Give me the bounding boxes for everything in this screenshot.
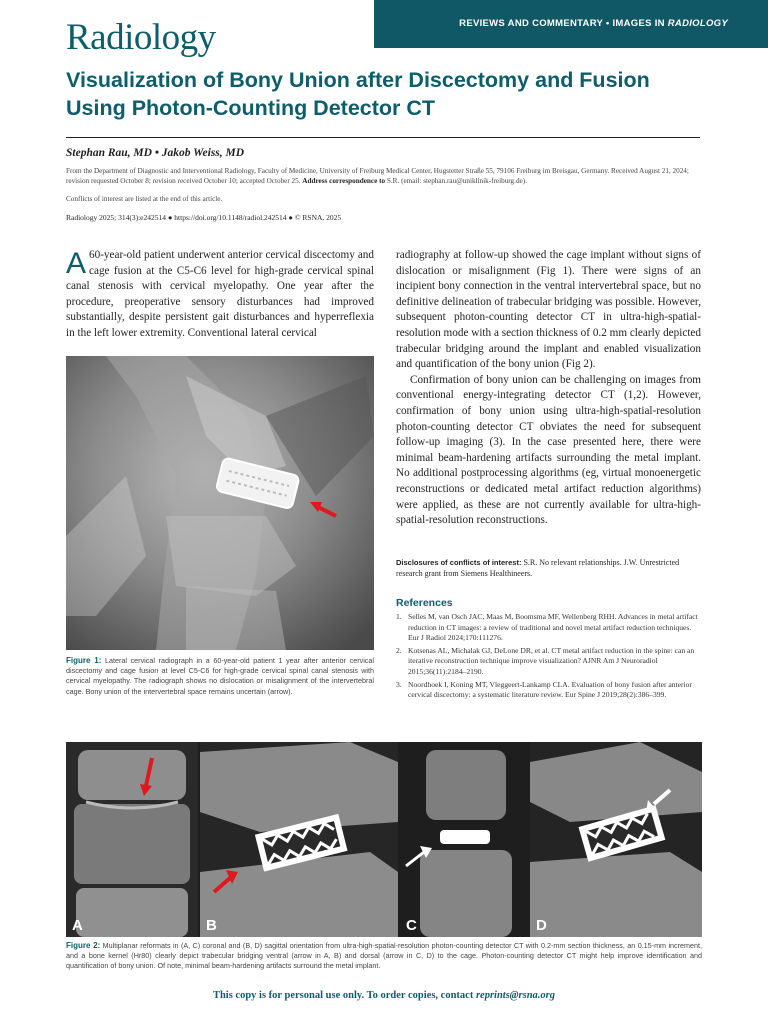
- figure-2-ct-panels: [66, 742, 702, 937]
- section-journal: RADIOLOGY: [667, 18, 728, 29]
- figure-1-caption: [66, 656, 374, 697]
- authors: Stephan Rau, MD • Jakob Weiss, MD: [66, 147, 245, 159]
- journal-logo: Radiology: [66, 17, 216, 58]
- reference-text: Selles M, van Osch JAC, Maas M, Boomsma MF, Wellenberg RHH. Advances in metal artifact reduction in CT images: a review of traditional and novel metal artifact reduction techniques. Eur J Radiol 2024;170:111276.: [408, 612, 698, 643]
- footer-notice: [0, 990, 768, 1001]
- reference-text: Kotsenas AL, Michalak GJ, DeLone DR, et al. CT metal artifact reduction in the spine: can an iterative reconstruction technique improve visualization? AJNR Am J Neuroradiol 2015;36(11):2184–2190.: [408, 645, 695, 676]
- section-banner: [374, 0, 768, 48]
- panel-label-c: C: [406, 917, 417, 934]
- body-column-left: [66, 248, 374, 342]
- panel-label-d: D: [536, 917, 547, 934]
- reference-item: [396, 680, 701, 701]
- panel-c: [400, 742, 528, 937]
- figure-1-label: Figure 1:: [66, 656, 102, 665]
- continued-paragraph: radiography at follow-up showed the cage implant without signs of dislocation or misalignment (Fig 1). There were signs of an incipient bony connection in the ventral intervertebral space, but no definitive delineation of trabecular bridging was possible. However, subsequent photon-counting detector CT in ultra-high-spatial-resolution mode with a section thickness of 0.2 mm clearly depicted trabecular bridging around the implant and enabled visualization and quantification of the bony union (Fig 2).: [396, 249, 701, 371]
- intro-text: 60-year-old patient underwent anterior cervical discectomy and cage fusion at the C5-C6 level for high-grade cervical spinal canal stenosis with cervical myelopathy. One year after the procedure, preoperative sensory disturbances had improved substantially, despite persistent gait disturbances and hyperreflexia in the left lower extremity. Conventional lateral cervical: [66, 249, 374, 339]
- reference-number: 3.: [396, 679, 402, 689]
- reference-number: 2.: [396, 645, 402, 655]
- article-title: Visualization of Bony Union after Discectomy and Fusion Using Photon-Counting Detector CT: [66, 68, 650, 120]
- reference-number: 1.: [396, 612, 402, 621]
- panel-d: [530, 742, 702, 937]
- intro-paragraph: [66, 248, 374, 342]
- figure-1-text: Lateral cervical radiograph in a 60-year-old patient 1 year after anterior cervical discectomy and cage fusion at level C5-C6 for high-grade cervical spinal canal stenosis with cervical myelopathy. The radiograph shows no dislocation or misalignment of the intervertebral cage. Bony union of the intervertebral space remains uncertain (arrow).: [66, 656, 374, 696]
- body-column-right: [396, 248, 701, 529]
- ct-coronal-image: [66, 742, 198, 937]
- correspondence-label: Address correspondence to: [302, 177, 386, 186]
- references-heading: References: [396, 597, 453, 609]
- radiograph-image: [66, 356, 374, 650]
- disclosures-label: Disclosures of conflicts of interest:: [396, 558, 522, 567]
- figure-2-caption: [66, 941, 702, 972]
- figure-2-text: Multiplanar reformats in (A, C) coronal and (B, D) sagittal orientation from ultra-high-spatial-resolution photon-counting detector CT with 0.2-mm section thickness, an 0.15-mm increment, and a bone kernel (Hr80) clearly depict trabecular bridging ventral (arrow in A, B) and dorsal (arrow in C, D) to the cage. Photon-counting detector CT might help improve identification and quantification of bony union. Of note, minimal beam-hardening artifacts surround the metal implant.: [66, 941, 703, 971]
- title-divider: [66, 137, 700, 138]
- reference-text: Noordhoek I, Koning MT, Vleggeert-Lankamp CLA. Evaluation of bony fusion after anterior cervical discectomy: a systematic literature review. Eur Spine J 2019;28(2):386–399.: [408, 679, 692, 700]
- section-label: REVIEWS AND COMMENTARY • IMAGES IN: [459, 18, 665, 29]
- reference-item: [396, 612, 701, 644]
- disclosures-text: S.R. No relevant relationships. J.W. Unrestricted research grant from Siemens Healthineers.: [396, 558, 680, 578]
- figure-1-radiograph: [66, 356, 374, 650]
- correspondence-email[interactable]: S.R. (email: stephan.rau@uniklinik-freiburg.de).: [386, 177, 527, 186]
- panel-b: [200, 742, 398, 937]
- disclosures: [396, 557, 701, 579]
- reprints-email-link[interactable]: reprints@rsna.org: [475, 990, 556, 1001]
- citation-line: Radiology 2025; 314(3):e242514 ● https://doi.org/10.1148/radiol.242514 ● © RSNA, 2025: [66, 213, 342, 222]
- ct-sagittal-image: [530, 742, 702, 937]
- panel-a: [66, 742, 198, 937]
- affiliation: [66, 166, 706, 186]
- figure-2-label: Figure 2:: [66, 941, 101, 950]
- reference-item: [396, 646, 701, 678]
- ct-coronal-image: [400, 742, 528, 937]
- conflicts-note: Conflicts of interest are listed at the end of this article.: [66, 195, 223, 203]
- affiliation-text: From the Department of Diagnostic and Interventional Radiology, Faculty of Medicine, University of Freiburg Medical Center, Hugstetter Straße 55, 79106 Freiburg im Breisgau, Germany. Received August 21, 2024; revision requested October 8; revision received October 10; accepted October 25.: [66, 167, 689, 186]
- footer-text: This copy is for personal use only. To order copies, contact: [212, 990, 474, 1001]
- panel-label-b: B: [206, 917, 217, 934]
- panel-label-a: A: [72, 917, 83, 934]
- drop-cap: A: [66, 247, 87, 280]
- references-list: [396, 612, 701, 703]
- discussion-paragraph: Confirmation of bony union can be challenging on images from conventional energy-integrating detector CT (1,2). However, confirmation of bony union using ultra-high-spatial-resolution photon-counting detector CT obviates the need for subsequent follow-up imaging (3). In the case presented here, there were minimal beam-hardening artifacts surrounding the metal implant. No additional postprocessing algorithms (eg, virtual monoenergetic reconstructions or dedicated metal artifact reduction algorithms) were applied, as these are not currently available for ultra-high-spatial-resolution reconstructions.: [396, 373, 701, 527]
- ct-sagittal-image: [200, 742, 398, 937]
